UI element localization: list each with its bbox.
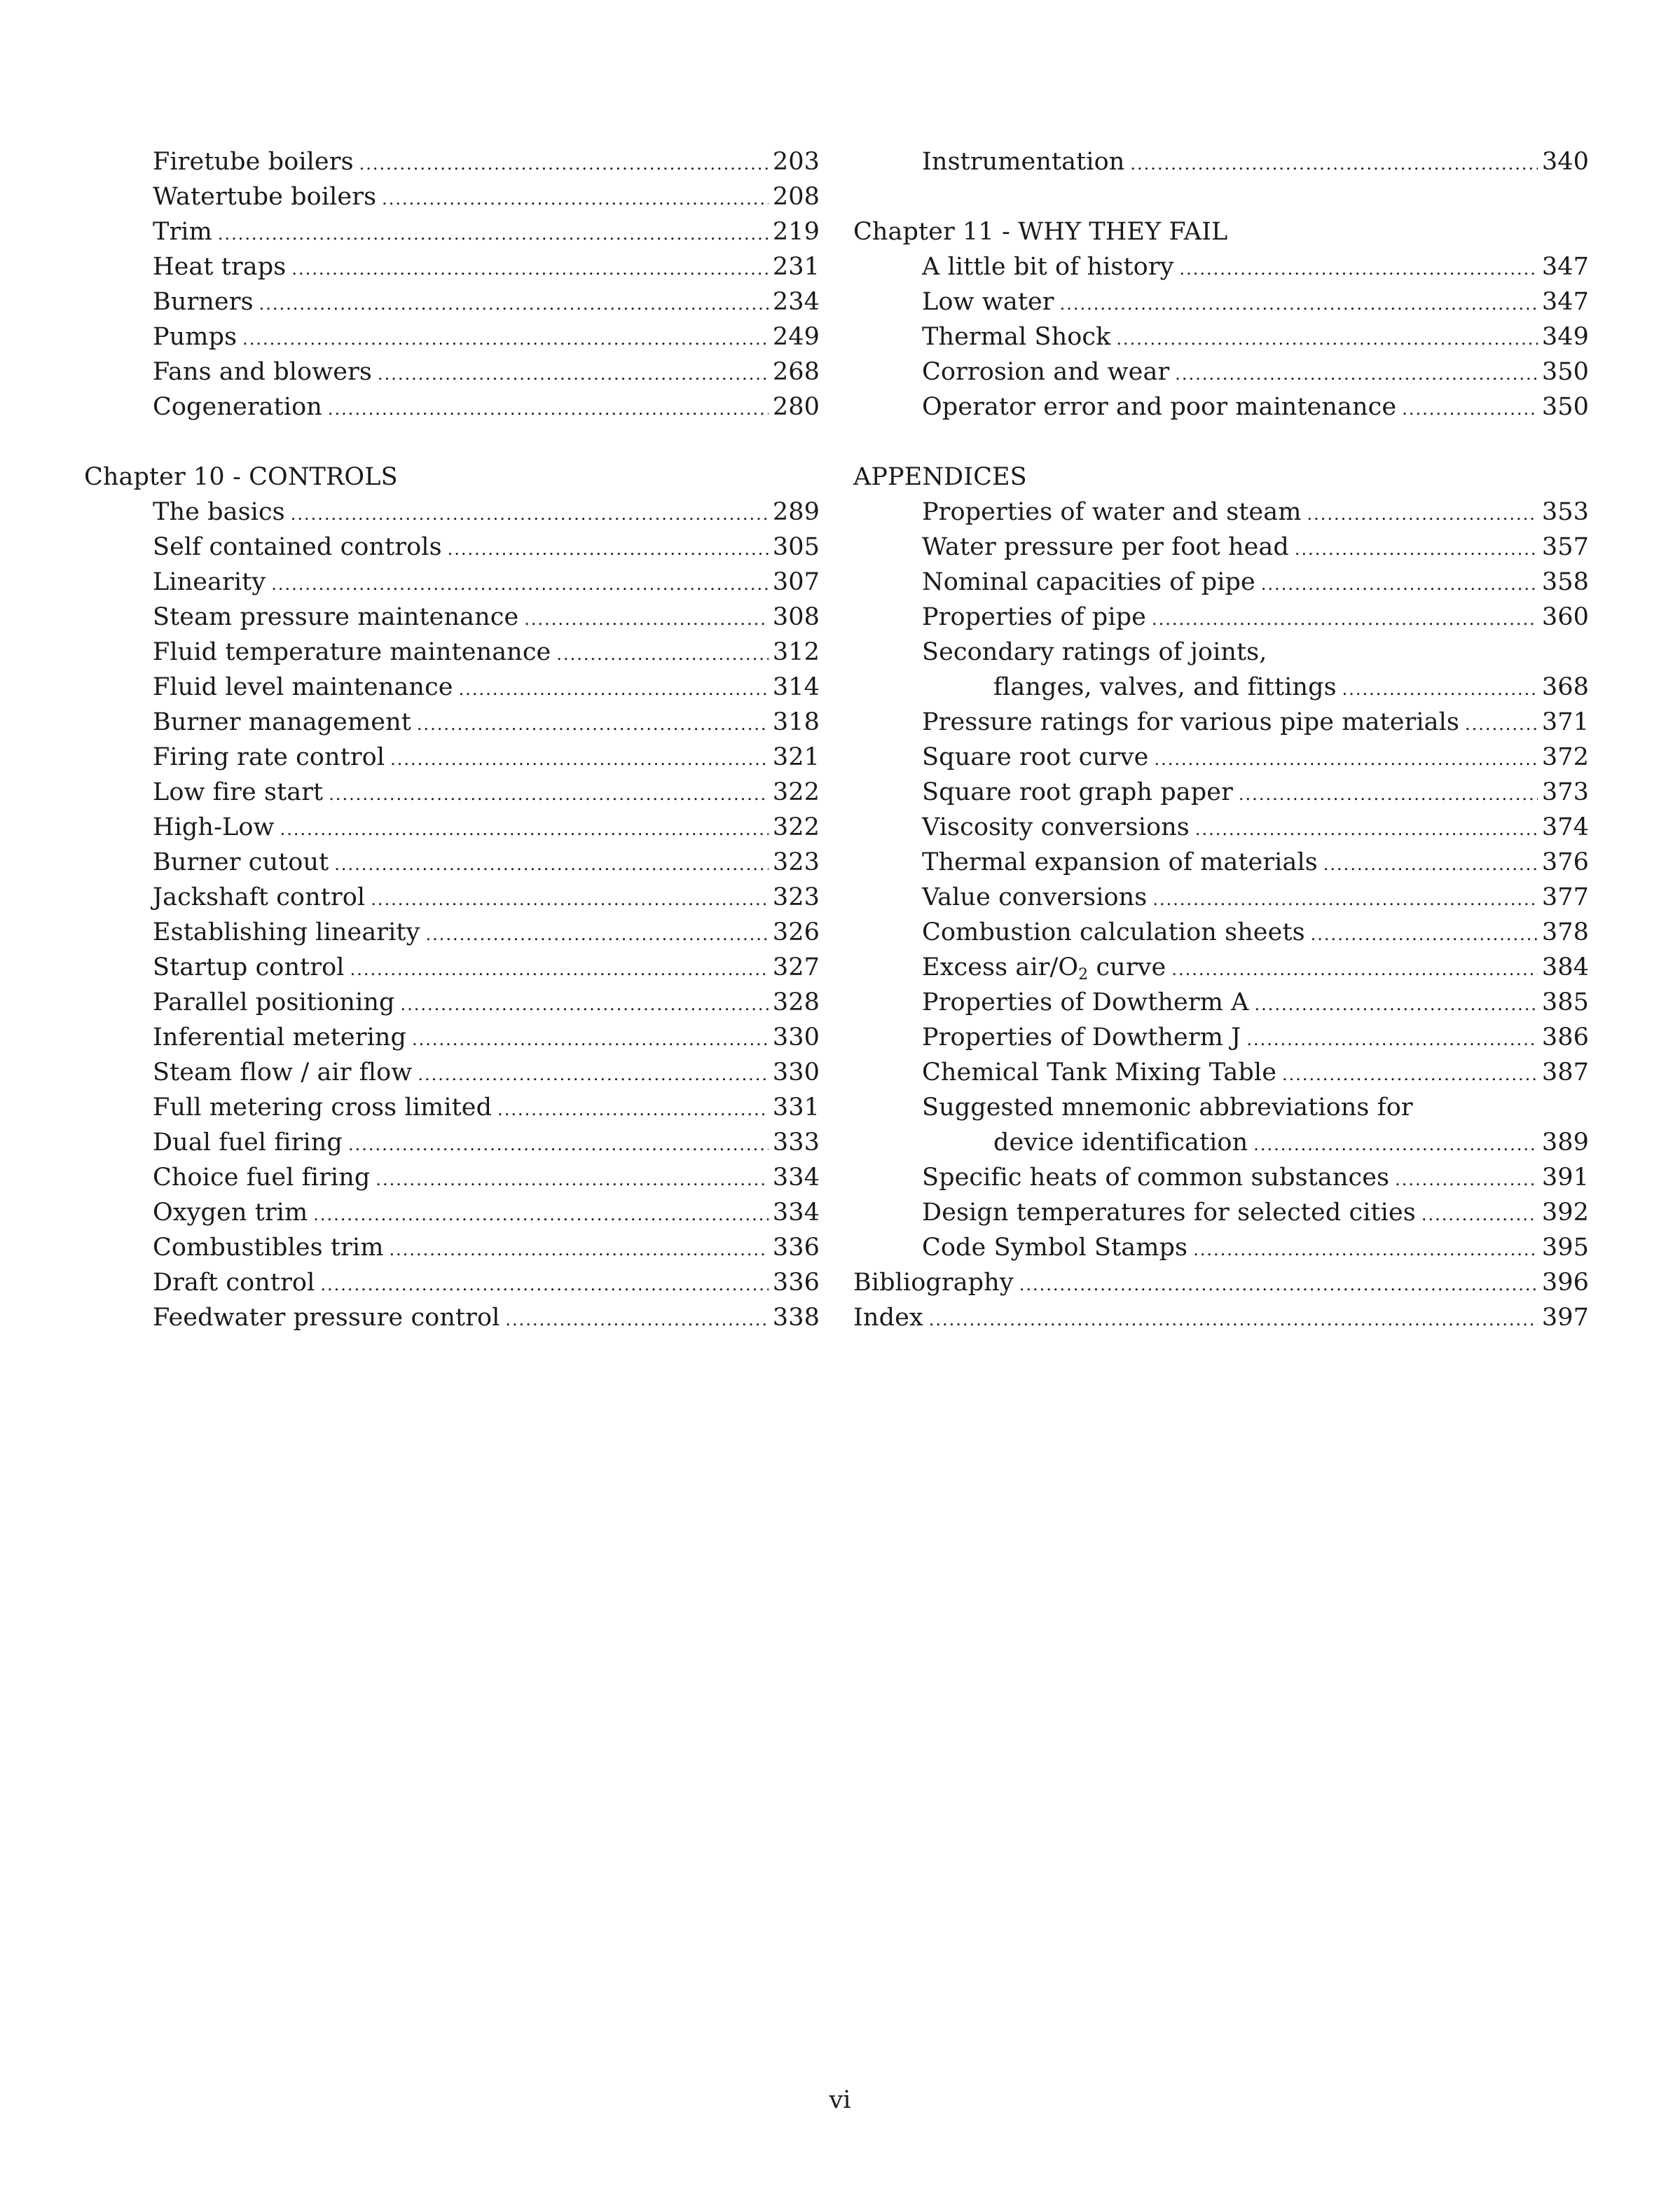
toc-entry[interactable] [853, 880, 1589, 915]
chapter-11-entries [853, 249, 1589, 425]
toc-entry[interactable] [853, 915, 1589, 950]
toc-entry[interactable] [84, 670, 820, 705]
toc-entry-page: 349 [1541, 323, 1589, 351]
leader-dots [1152, 882, 1538, 917]
leader-dots [1465, 707, 1538, 742]
toc-entry[interactable] [853, 1265, 1589, 1300]
toc-entry-title: Parallel positioning [153, 988, 395, 1016]
toc-entry-page: 326 [772, 918, 820, 946]
toc-entry[interactable] [853, 1160, 1589, 1195]
leader-dots [417, 707, 769, 742]
toc-entry-title: Watertube boilers [153, 183, 377, 211]
page-folio: vi [829, 2086, 851, 2114]
toc-entry[interactable] [853, 354, 1589, 389]
toc-entry[interactable] [84, 284, 820, 319]
leader-dots [334, 847, 769, 882]
toc-entry-page: 280 [772, 393, 820, 421]
toc-entry-page: 397 [1541, 1304, 1589, 1332]
toc-entry-title [922, 950, 1166, 985]
toc-entry[interactable] [84, 1160, 820, 1195]
toc-entry-page: 322 [772, 778, 820, 806]
toc-entry-title: Steam pressure maintenance [153, 603, 519, 631]
toc-entry-page: 328 [772, 988, 820, 1016]
toc-entry-title: Properties of pipe [922, 603, 1146, 631]
toc-entry[interactable] [84, 530, 820, 565]
toc-entry[interactable] [853, 284, 1589, 319]
toc-entry-title: Fans and blowers [153, 358, 372, 386]
appendix-entries-a [853, 495, 1589, 635]
toc-entry-title: Combustibles trim [153, 1234, 384, 1262]
toc-entry-title: Pressure ratings for various pipe materials [922, 708, 1459, 736]
leader-dots [329, 777, 769, 812]
toc-entry-title: Jackshaft control [153, 883, 366, 911]
leader-dots [320, 1267, 769, 1302]
toc-entry[interactable] [853, 530, 1589, 565]
toc-entry-page: 358 [1541, 568, 1589, 596]
left-intro-entries [84, 144, 820, 425]
toc-entry[interactable] [84, 179, 820, 214]
toc-entry-page: 307 [772, 568, 820, 596]
leader-dots [1307, 497, 1538, 532]
toc-left-column [84, 144, 820, 1335]
leader-dots [929, 1302, 1538, 1337]
toc-entry[interactable] [84, 810, 820, 845]
toc-entry[interactable] [84, 389, 820, 425]
leader-dots [1295, 532, 1538, 567]
chapter-11-heading: Chapter 11 - WHY THEY FAIL [853, 218, 1228, 246]
leader-dots [378, 357, 769, 392]
toc-entry[interactable] [853, 810, 1589, 845]
chapter-10-entries [84, 495, 820, 1335]
leader-dots [1060, 287, 1538, 322]
toc-entry-title: Oxygen trim [153, 1199, 308, 1227]
toc-entry-title: Instrumentation [922, 148, 1125, 176]
toc-entry[interactable] [853, 705, 1589, 740]
leader-dots [497, 1092, 769, 1127]
back-matter-entries [853, 1265, 1589, 1335]
leader-dots [524, 602, 769, 637]
toc-entry-page: 387 [1541, 1058, 1589, 1086]
toc-entry[interactable] [84, 915, 820, 950]
toc-entry-page: 327 [772, 953, 820, 981]
toc-entry[interactable] [84, 319, 820, 354]
toc-entry-page: 372 [1541, 743, 1589, 771]
toc-entry[interactable] [853, 1195, 1589, 1230]
toc-entry-title: Thermal expansion of materials [922, 848, 1318, 876]
toc-entry-page: 318 [772, 708, 820, 736]
toc-entry-page: 347 [1541, 288, 1589, 316]
toc-entry-page: 357 [1541, 533, 1589, 561]
toc-entry-title: Firing rate control [153, 743, 385, 771]
toc-entry-page: 234 [772, 288, 820, 316]
toc-entry[interactable] [84, 600, 820, 635]
toc-entry-page: 389 [1541, 1129, 1589, 1157]
toc-entry-page: 249 [772, 323, 820, 351]
leader-dots [459, 672, 769, 707]
leader-dots [348, 1127, 769, 1162]
toc-entry-page: 373 [1541, 778, 1589, 806]
toc-entry-page: 312 [772, 638, 820, 666]
toc-entry-page: 353 [1541, 498, 1589, 526]
leader-dots [280, 812, 769, 847]
toc-entry[interactable] [84, 1300, 820, 1335]
toc-entry-title: Water pressure per foot head [922, 533, 1289, 561]
toc-entry-title: Nominal capacities of pipe [922, 568, 1255, 596]
toc-entry-title: Properties of Dowtherm A [922, 988, 1249, 1016]
toc-entry-page: 289 [772, 498, 820, 526]
toc-entry[interactable] [853, 845, 1589, 880]
leader-dots [259, 287, 769, 322]
toc-entry-title: Chemical Tank Mixing Table [922, 1058, 1277, 1086]
leader-dots [1261, 567, 1538, 602]
toc-entry-page: 384 [1541, 953, 1589, 981]
leader-dots [1253, 1127, 1538, 1162]
toc-entry[interactable] [853, 1300, 1589, 1335]
toc-entry-title: Fluid level maintenance [153, 673, 453, 701]
toc-entry-title: Combustion calculation sheets [922, 918, 1305, 946]
toc-entry-secondary-ratings-line1: Secondary ratings of joints, [922, 638, 1267, 666]
toc-entry-page: 396 [1541, 1269, 1589, 1297]
leader-dots [291, 497, 769, 532]
leader-dots [1395, 1162, 1538, 1197]
toc-entry-page: 350 [1541, 393, 1589, 421]
toc-entry-title: Value conversions [922, 883, 1148, 911]
toc-entry[interactable] [84, 985, 820, 1020]
toc-entry-title: Viscosity conversions [922, 813, 1190, 841]
toc-entry-title: Heat traps [153, 253, 287, 281]
leader-dots [390, 742, 769, 777]
leader-dots [505, 1302, 768, 1337]
toc-right-column [853, 144, 1589, 1335]
toc-entry-mnemonic[interactable] [853, 1125, 1589, 1160]
toc-entry[interactable] [84, 495, 820, 530]
toc-entry[interactable] [853, 775, 1589, 810]
toc-entry[interactable] [84, 705, 820, 740]
toc-entry[interactable] [84, 1090, 820, 1125]
toc-entry-title: Burner cutout [153, 848, 329, 876]
toc-entry-page: 208 [772, 183, 820, 211]
toc-entry-mnemonic-line1: Suggested mnemonic abbreviations for [922, 1093, 1413, 1122]
leader-dots [350, 952, 769, 987]
leader-dots [1246, 1022, 1538, 1057]
toc-entry[interactable] [853, 319, 1589, 354]
toc-entry[interactable] [84, 950, 820, 985]
toc-entry-title: Dual fuel firing [153, 1129, 343, 1157]
leader-dots [1402, 392, 1538, 427]
toc-entry-page: 376 [1541, 848, 1589, 876]
toc-entry-page: 330 [772, 1023, 820, 1051]
leader-dots [1116, 322, 1537, 357]
leader-dots [1171, 952, 1538, 987]
leader-dots [1282, 1057, 1538, 1092]
toc-entry-title: Pumps [153, 323, 237, 351]
chapter-10-heading: Chapter 10 - CONTROLS [84, 463, 398, 491]
toc-entry[interactable] [853, 985, 1589, 1020]
toc-entry-page: 231 [772, 253, 820, 281]
leader-dots [448, 532, 769, 567]
toc-entry[interactable] [84, 845, 820, 880]
toc-entry-page: 336 [772, 1269, 820, 1297]
toc-entry[interactable] [853, 565, 1589, 600]
toc-entry-page: 395 [1541, 1234, 1589, 1262]
excess-air-suffix: curve [1088, 953, 1166, 981]
leader-dots [313, 1197, 769, 1232]
toc-entry[interactable] [853, 600, 1589, 635]
toc-entry[interactable] [84, 354, 820, 389]
excess-air-prefix: Excess air/O [922, 953, 1079, 981]
toc-entry-title: Bibliography [853, 1269, 1014, 1297]
toc-entry-title: Low water [922, 288, 1054, 316]
toc-entry-page: 314 [772, 673, 820, 701]
toc-entry-secondary-ratings[interactable] [853, 670, 1589, 705]
toc-entry[interactable] [853, 1020, 1589, 1055]
toc-entry-title: Index [853, 1304, 923, 1332]
toc-entry-title: Inferential metering [153, 1023, 407, 1051]
toc-entry-page: 391 [1541, 1164, 1589, 1192]
leader-dots [328, 392, 769, 427]
right-intro-entries [853, 144, 1589, 179]
toc-entry-title: Corrosion and wear [922, 358, 1170, 386]
toc-entry-title: Firetube boilers [153, 148, 354, 176]
toc-entry-page: 219 [772, 218, 820, 246]
toc-entry-title: Full metering cross limited [153, 1093, 493, 1122]
leader-dots [1193, 1232, 1538, 1267]
toc-entry-title: Draft control [153, 1269, 315, 1297]
toc-entry-title: Steam flow / air flow [153, 1058, 413, 1086]
leader-dots [1175, 357, 1538, 392]
leader-dots [1155, 742, 1538, 777]
excess-air-subscript: 2 [1078, 966, 1089, 984]
toc-entry-page: 371 [1541, 708, 1589, 736]
toc-entry-page: 377 [1541, 883, 1589, 911]
toc-entry-page: 340 [1541, 148, 1589, 176]
toc-entry-page: 330 [772, 1058, 820, 1086]
toc-entry-title: Burner management [153, 708, 411, 736]
toc-entry[interactable] [84, 1125, 820, 1160]
toc-entry[interactable] [84, 249, 820, 284]
leader-dots [425, 917, 768, 952]
toc-entry-title: Design temperatures for selected cities [922, 1199, 1416, 1227]
appendix-entries-c [853, 985, 1589, 1090]
toc-entry-title: Properties of water and steam [922, 498, 1302, 526]
toc-entry-title: Square root graph paper [922, 778, 1233, 806]
leader-dots [412, 1022, 769, 1057]
toc-entry[interactable] [853, 495, 1589, 530]
leader-dots [401, 987, 769, 1022]
toc-entry-page: 203 [772, 148, 820, 176]
toc-entry-page: 331 [772, 1093, 820, 1122]
toc-entry-title: Thermal Shock [922, 323, 1111, 351]
appendix-entries-b [853, 705, 1589, 950]
toc-entry-title: Startup control [153, 953, 345, 981]
toc-entry[interactable] [853, 740, 1589, 775]
toc-entry-page: 308 [772, 603, 820, 631]
leader-dots [1239, 777, 1538, 812]
leader-dots [359, 146, 769, 181]
toc-entry-title: Operator error and poor maintenance [922, 393, 1397, 421]
toc-entry-page: 323 [772, 848, 820, 876]
toc-entry-title: Cogeneration [153, 393, 322, 421]
toc-entry[interactable] [84, 1230, 820, 1265]
toc-entry-page: 374 [1541, 813, 1589, 841]
toc-entry[interactable] [84, 144, 820, 179]
toc-entry-page: 336 [772, 1234, 820, 1262]
toc-entry-title: Establishing linearity [153, 918, 420, 946]
leader-dots [389, 1232, 768, 1267]
toc-entry-title: High-Low [153, 813, 275, 841]
toc-entry-page: 385 [1541, 988, 1589, 1016]
toc-entry[interactable] [853, 249, 1589, 284]
toc-entry[interactable] [84, 214, 820, 249]
toc-entry[interactable] [84, 1055, 820, 1090]
toc-entry-title: Specific heats of common substances [922, 1164, 1390, 1192]
leader-dots [1195, 812, 1538, 847]
leader-dots [291, 251, 769, 287]
toc-entry[interactable] [84, 1020, 820, 1055]
leader-dots [376, 1162, 769, 1197]
toc-entry-title: Trim [153, 218, 212, 246]
toc-entry-page: 305 [772, 533, 820, 561]
toc-entry-title: Square root curve [922, 743, 1149, 771]
toc-entry-title: The basics [153, 498, 285, 526]
toc-entry-page: 392 [1541, 1199, 1589, 1227]
leader-dots [418, 1057, 769, 1092]
leader-dots [1421, 1197, 1538, 1232]
leader-dots [1130, 146, 1537, 181]
toc-entry[interactable] [84, 565, 820, 600]
toc-entry-page: 333 [772, 1129, 820, 1157]
toc-entry[interactable] [853, 1230, 1589, 1265]
toc-entry-title: Feedwater pressure control [153, 1304, 500, 1332]
toc-entry-page: 347 [1541, 253, 1589, 281]
toc-entry-title: Burners [153, 288, 254, 316]
leader-dots [382, 181, 769, 216]
toc-entry[interactable] [853, 1055, 1589, 1090]
toc-entry-title: A little bit of history [922, 253, 1174, 281]
appendices-heading: APPENDICES [853, 463, 1027, 491]
leader-dots [1152, 602, 1538, 637]
toc-entry-excess-air-curve[interactable] [853, 950, 1589, 985]
toc-entry-title: Choice fuel firing [153, 1164, 371, 1192]
toc-entry[interactable] [853, 144, 1589, 179]
toc-entry-page: 322 [772, 813, 820, 841]
toc-entry-page: 334 [772, 1164, 820, 1192]
toc-entry-page: 378 [1541, 918, 1589, 946]
toc-entry[interactable] [84, 740, 820, 775]
toc-entry[interactable] [84, 1265, 820, 1300]
toc-entry-title: Self contained controls [153, 533, 442, 561]
leader-dots [371, 882, 769, 917]
toc-entry[interactable] [84, 635, 820, 670]
leader-dots [1311, 917, 1538, 952]
leader-dots [242, 322, 769, 357]
leader-dots [1180, 251, 1538, 287]
toc-entry-page: 350 [1541, 358, 1589, 386]
toc-entry-page: 360 [1541, 603, 1589, 631]
toc-entry[interactable] [84, 880, 820, 915]
toc-entry-title: Fluid temperature maintenance [153, 638, 551, 666]
toc-entry-title: device identification [993, 1129, 1248, 1157]
toc-entry-page: 334 [772, 1199, 820, 1227]
appendix-entries-d [853, 1160, 1589, 1265]
toc-entry-page: 323 [772, 883, 820, 911]
leader-dots [1019, 1267, 1538, 1302]
toc-entry-page: 268 [772, 358, 820, 386]
leader-dots [1342, 672, 1538, 707]
toc-entry-title: Low fire start [153, 778, 324, 806]
leader-dots [1255, 987, 1538, 1022]
toc-entry-title: flanges, valves, and fittings [993, 673, 1337, 701]
leader-dots [271, 567, 769, 602]
leader-dots [556, 637, 769, 672]
toc-entry-page: 338 [772, 1304, 820, 1332]
leader-dots [1323, 847, 1538, 882]
toc-entry[interactable] [853, 389, 1589, 425]
toc-entry-page: 386 [1541, 1023, 1589, 1051]
toc-entry-title: Linearity [153, 568, 266, 596]
toc-entry[interactable] [84, 775, 820, 810]
toc-entry-title: Code Symbol Stamps [922, 1234, 1188, 1262]
toc-entry-page: 368 [1541, 673, 1589, 701]
leader-dots [218, 216, 769, 251]
toc-entry-page: 321 [772, 743, 820, 771]
toc-entry-title: Properties of Dowtherm J [922, 1023, 1241, 1051]
toc-entry[interactable] [84, 1195, 820, 1230]
